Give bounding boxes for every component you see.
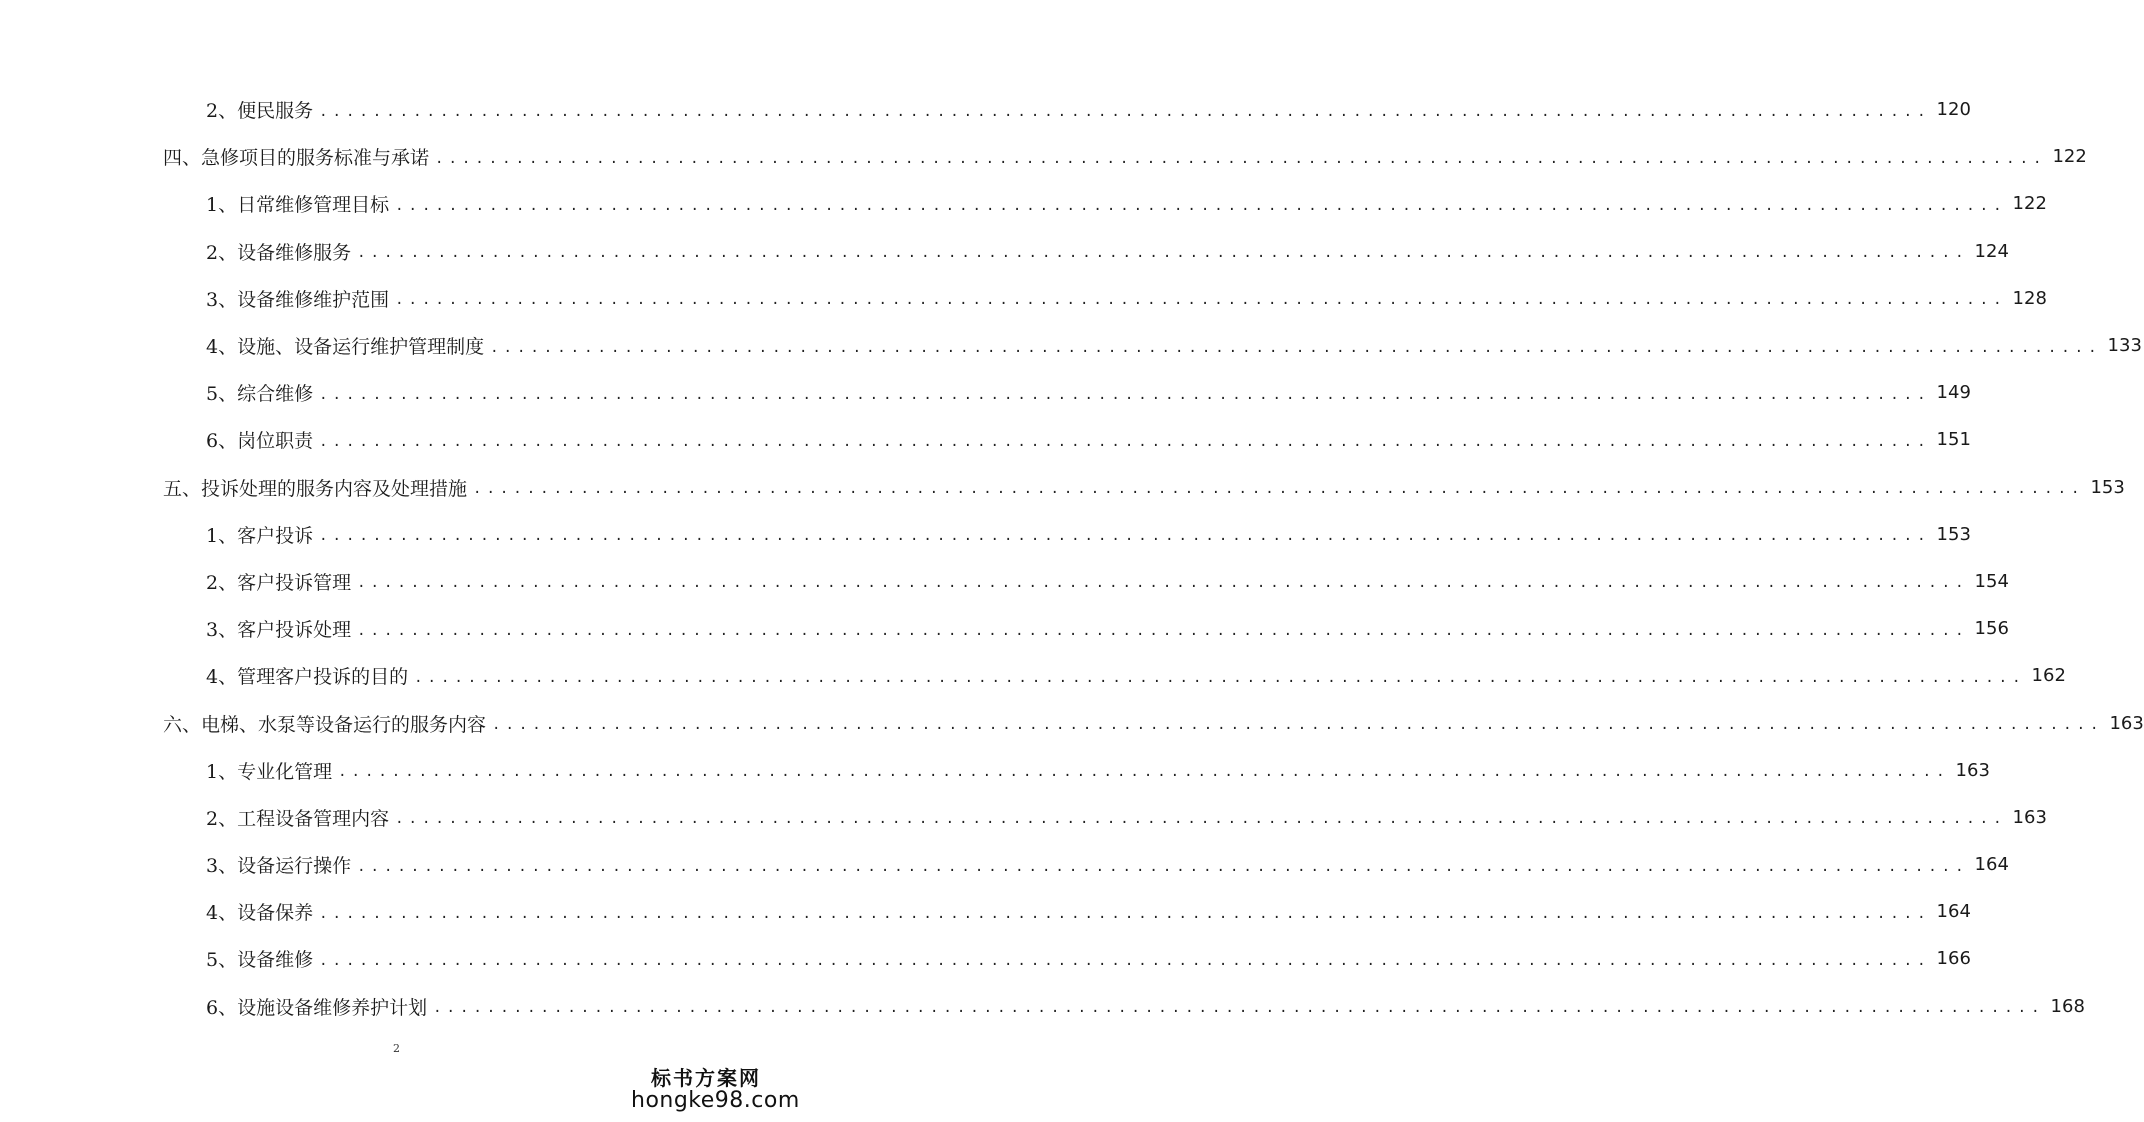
toc-entry-title: 4、管理客户投诉的目的 (206, 666, 409, 689)
toc-dot-leader: ........................................................................................................................ (319, 905, 1931, 922)
toc-page-number: 128 (2012, 287, 2047, 309)
toc-dot-leader: ........................................................................................................................ (473, 481, 2085, 498)
toc-entry-title: 3、设备维修维护范围 (206, 288, 390, 311)
watermark-site-name: 标书方案网 (651, 1066, 761, 1090)
toc-page-number: 154 (1974, 570, 2009, 592)
toc-subsection-entry (0, 558, 2009, 605)
toc-dot-leader: ........................................................................................................................ (395, 292, 2007, 309)
toc-dot-leader: ........................................................................................................................ (319, 433, 1931, 450)
toc-dot-leader: ........................................................................................................................ (319, 103, 1931, 120)
toc-dot-leader: ........................................................................................................................ (414, 669, 2026, 686)
toc-entry-title: 6、设施设备维修养护计划 (206, 996, 428, 1019)
page-number: 2 (393, 1042, 400, 1055)
toc-page-number: 120 (1936, 99, 1971, 121)
toc-entry-title: 3、客户投诉处理 (206, 619, 352, 642)
toc-subsection-entry (0, 369, 1971, 416)
toc-page-number: 163 (2109, 712, 2144, 734)
toc-subsection-entry (0, 322, 2142, 369)
toc-subsection-entry (0, 180, 2047, 227)
toc-entry-title: 2、工程设备管理内容 (206, 807, 390, 830)
toc-subsection-entry (0, 935, 1971, 982)
toc-dot-leader: ........................................................................................................................ (357, 622, 1969, 639)
toc-dot-leader: ........................................................................................................................ (319, 952, 1931, 969)
watermark-url: hongke98.com (631, 1088, 800, 1113)
toc-page-number: 156 (1974, 618, 2009, 640)
toc-page-number: 124 (1974, 240, 2009, 262)
toc-entry-title: 五、投诉处理的服务内容及处理措施 (163, 477, 468, 500)
toc-subsection-entry (0, 275, 2047, 322)
toc-entry-title: 2、便民服务 (206, 100, 314, 123)
toc-page-number: 151 (1936, 429, 1971, 451)
toc-entry-title: 4、设备保养 (206, 902, 314, 925)
toc-page-number: 153 (2090, 476, 2125, 498)
toc-subsection-entry (0, 747, 1990, 794)
toc-entry-title: 1、日常维修管理目标 (206, 194, 390, 217)
site-watermark (631, 1066, 800, 1113)
toc-subsection-entry (0, 511, 1971, 558)
toc-page-number: 164 (1974, 854, 2009, 876)
toc-entry-title: 5、综合维修 (206, 383, 314, 406)
toc-dot-leader: ........................................................................................................................ (395, 811, 2007, 828)
toc-entry-title: 1、客户投诉 (206, 524, 314, 547)
toc-subsection-entry (0, 841, 2009, 888)
table-of-contents (0, 86, 2144, 1030)
toc-page-number: 133 (2107, 335, 2142, 357)
toc-dot-leader: ........................................................................................................................ (357, 575, 1969, 592)
toc-subsection-entry (0, 652, 2066, 699)
toc-section-entry (0, 133, 2087, 180)
toc-page-number: 163 (1955, 759, 1990, 781)
toc-subsection-entry (0, 888, 1971, 935)
toc-subsection-entry (0, 605, 2009, 652)
toc-page-number: 166 (1936, 948, 1971, 970)
toc-page-number: 163 (2012, 806, 2047, 828)
toc-entry-title: 六、电梯、水泵等设备运行的服务内容 (163, 713, 487, 736)
toc-page-number: 168 (2050, 995, 2085, 1017)
toc-dot-leader: ........................................................................................................................ (490, 339, 2102, 356)
toc-entry-title: 1、专业化管理 (206, 760, 333, 783)
toc-dot-leader: ........................................................................................................................ (338, 764, 1950, 781)
toc-section-entry (0, 699, 2144, 746)
toc-page-number: 122 (2052, 146, 2087, 168)
toc-section-entry (0, 464, 2125, 511)
toc-dot-leader: ........................................................................................................................ (357, 858, 1969, 875)
toc-subsection-entry (0, 794, 2047, 841)
toc-entry-title: 2、客户投诉管理 (206, 571, 352, 594)
toc-dot-leader: ........................................................................................................................ (319, 386, 1931, 403)
toc-subsection-entry (0, 983, 2085, 1030)
toc-page-number: 149 (1936, 382, 1971, 404)
toc-page-number: 164 (1936, 901, 1971, 923)
toc-entry-title: 6、岗位职责 (206, 430, 314, 453)
toc-dot-leader: ........................................................................................................................ (395, 197, 2007, 214)
toc-dot-leader: ........................................................................................................................ (433, 1000, 2045, 1017)
toc-entry-title: 5、设备维修 (206, 949, 314, 972)
toc-page-number: 122 (2012, 193, 2047, 215)
toc-dot-leader: ........................................................................................................................ (492, 717, 2104, 734)
toc-dot-leader: ........................................................................................................................ (319, 528, 1931, 545)
toc-dot-leader: ........................................................................................................................ (435, 150, 2047, 167)
toc-entry-title: 2、设备维修服务 (206, 241, 352, 264)
toc-entry-title: 4、设施、设备运行维护管理制度 (206, 336, 485, 359)
toc-page-number: 162 (2031, 665, 2066, 687)
toc-subsection-entry (0, 86, 1971, 133)
toc-dot-leader: ........................................................................................................................ (357, 245, 1969, 262)
toc-subsection-entry (0, 228, 2009, 275)
toc-entry-title: 四、急修项目的服务标准与承诺 (163, 147, 430, 170)
toc-entry-title: 3、设备运行操作 (206, 855, 352, 878)
toc-subsection-entry (0, 416, 1971, 463)
toc-page-number: 153 (1936, 523, 1971, 545)
